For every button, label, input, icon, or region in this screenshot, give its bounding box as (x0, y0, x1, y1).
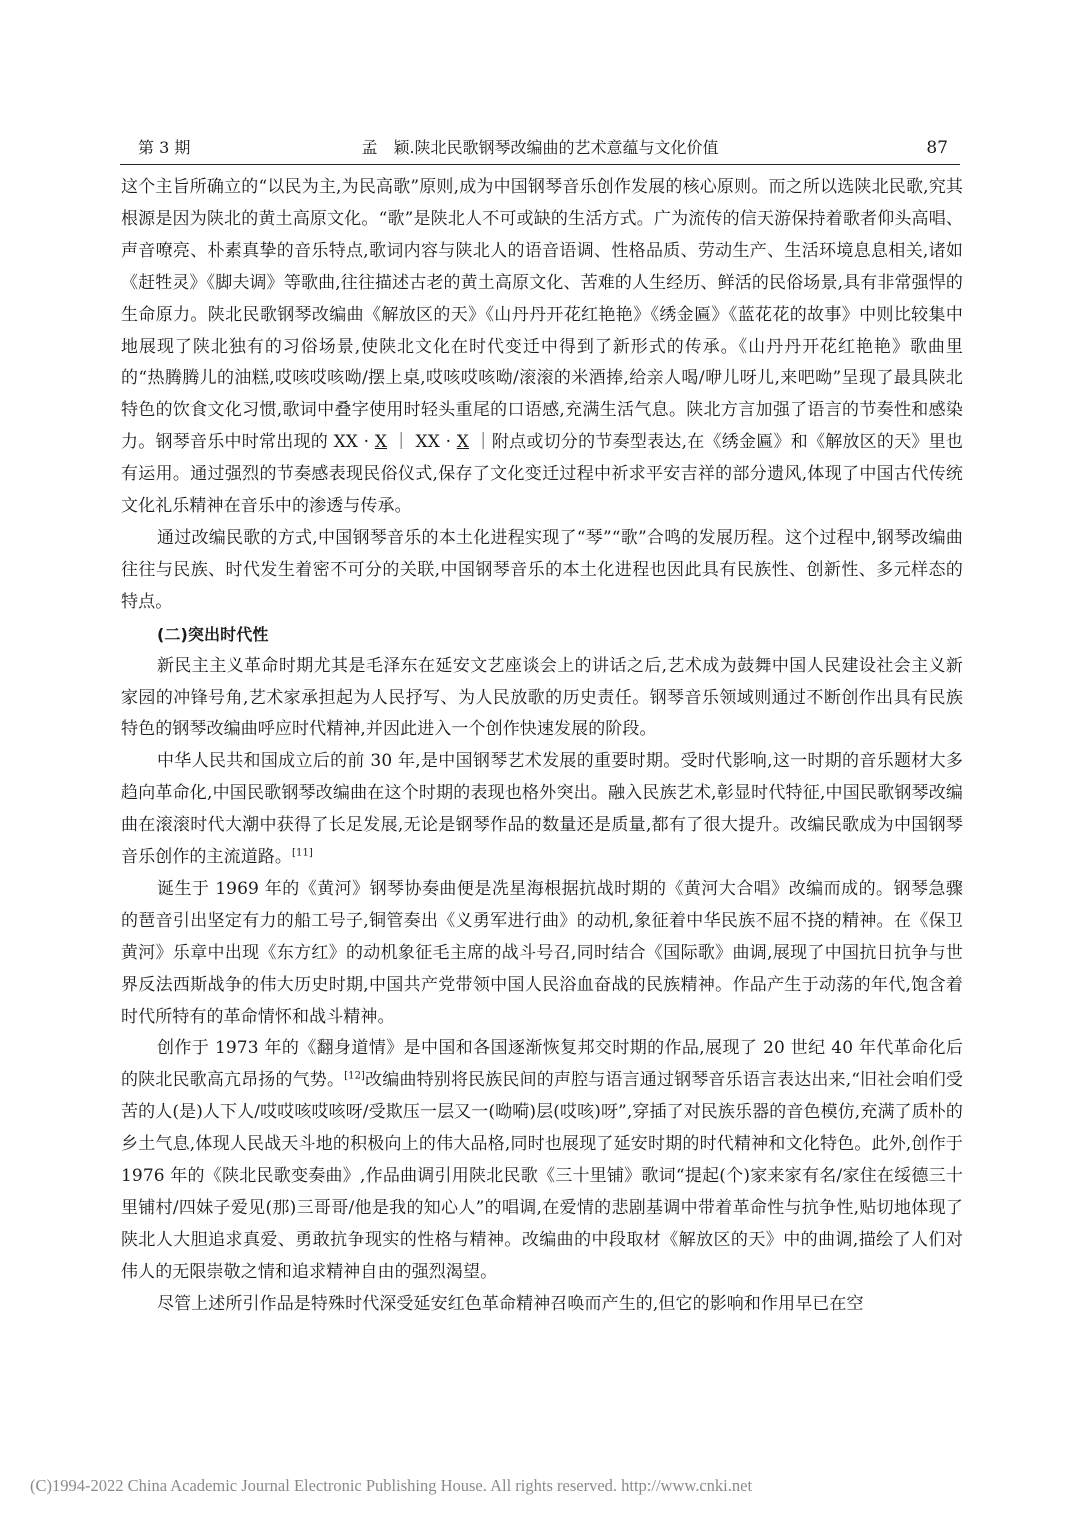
rhythm-note: X (374, 432, 388, 453)
paragraph-text: ｜ XX · (387, 432, 457, 453)
header-rule (120, 164, 960, 165)
paragraph: 通过改编民歌的方式,中国钢琴音乐的本土化进程实现了“琴”“歌”合鸣的发展历程。这个过程中,钢琴改编曲往往与民族、时代发生着密不可分的关联,中国钢琴音乐的本土化进程也因此具有民族性、创新性、多元样态的特点。 (121, 527, 963, 612)
paragraph: 诞生于 1969 年的《黄河》钢琴协奏曲便是冼星海根据抗战时期的《黄河大合唱》改编而成的。钢琴急骤的琶音引出坚定有力的船工号子,铜管奏出《义勇军进行曲》的动机,象征着中华民族不屈不挠的精神。在《保卫黄河》乐章中出现《东方红》的动机象征毛主席的战斗号召,同时结合《国际歌》曲调,展现了中国抗日抗争与世界反法西斯战争的伟大历史时期,中国共产党带领中国人民浴血奋战的民族精神。作品产生于动荡的年代,饱含着时代所特有的革命情怀和战斗精神。 (121, 878, 963, 1027)
issue-number: 第 3 期 (138, 138, 191, 157)
paragraph: 新民主主义革命时期尤其是毛泽东在延安文艺座谈会上的讲话之后,艺术成为鼓舞中国人民建设社会主义新家园的冲锋号角,艺术家承担起为人民抒写、为人民放歌的历史责任。钢琴音乐领域则通过不断创作出具有民族特色的钢琴改编曲呼应时代精神,并因此进入一个创作快速发展的阶段。 (121, 655, 963, 740)
paragraph-text: 改编曲特别将民族民间的声腔与语言通过钢琴音乐语言表达出来,“旧社会咱们受苦的人(是)人下人/哎哎咳哎咳呀/受欺压一层又一(呦嗬)层(哎咳)呀”,穿插了对民族乐器的音色模仿,充满了质朴的乡土气息,体现人民战天斗地的积极向上的伟大品格,同时也展现了延安时期的时代精神和文化特色。此外,创作于 1976 年的《陕北民歌变奏曲》,作品曲调引用陕北民歌《三十里铺》歌词“提起(个)家来家有名/家住在绥德三十里铺村/四妹子爱见(那)三哥哥/他是我的知心人”的唱调,在爱情的悲剧基调中带着革命性与抗争性,贴切地体现了陕北人大胆追求真爱、勇敢抗争现实的性格与精神。改编曲的中段取材《解放区的天》中的曲调,描绘了人们对伟人的无限崇敬之情和追求精神自由的强烈渴望。 (121, 1070, 963, 1282)
citation-12: [12] (344, 1070, 366, 1082)
paragraph (121, 746, 963, 874)
rhythm-note: X (456, 432, 469, 453)
paragraph-text: 创作于 1973 年的《翻身道情》是中国和各国逐渐恢复邦交时期的作品,展现了 20 世纪 40 年代革命化后的陕北民歌高亢昂扬的气势。 (121, 1038, 963, 1091)
paragraph-text: 这个主旨所确立的“以民为主,为民高歌”原则,成为中国钢琴音乐创作发展的核心原则。而之所以选陕北民歌,究其根源是因为陕北的黄土高原文化。“歌”是陕北人不可或缺的生活方式。广为流传的信天游保持着歌者仰头高唱、声音嘹亮、朴素真挚的音乐特点,歌词内容与陕北人的语音语调、性格品质、劳动生产、生活环境息息相关,诸如《赶牲灵》《脚夫调》等歌曲,往往描述古老的黄土高原文化、苦难的人生经历、鲜活的民俗场景,具有非常强悍的生命原力。陕北民歌钢琴改编曲《解放区的天》《山丹丹开花红艳艳》《绣金匾》《蓝花花的故事》中则比较集中地展现了陕北独有的习俗场景,使陕北文化在时代变迁中得到了新形式的传承。《山丹丹开花红艳艳》歌曲里的“热腾腾儿的油糕,哎咳哎咳呦/摆上桌,哎咳哎咳呦/滚滚的米酒捧,给亲人喝/咿儿呀儿,来吧呦”呈现了最具陕北特色的饮食文化习惯,歌词中叠字使用时轻头重尾的口语感,充满生活气息。陕北方言加强了语言的节奏性和感染力。钢琴音乐中时常出现的 XX · (121, 177, 963, 453)
running-header (120, 136, 960, 160)
article-body (121, 172, 963, 1321)
copyright-footer: (C)1994-2022 China Academic Journal Electronic Publishing House. All rights reserved. http://www.cnki.net (30, 1476, 753, 1495)
page-number: 87 (926, 138, 948, 158)
running-title: 孟 颖.陕北民歌钢琴改编曲的艺术意蕴与文化价值 (361, 138, 719, 157)
paragraph-text: ｜附点或切分的节奏型表达,在《绣金匾》和《解放区的天》里也有运用。通过强烈的节奏感表现民俗仪式,保存了文化变迁过程中祈求平安吉祥的部分遗风,体现了中国古代传统文化礼乐精神在音乐中的渗透与传承。 (121, 432, 964, 517)
paragraph-text: 中华人民共和国成立后的前 30 年,是中国钢琴艺术发展的重要时期。受时代影响,这一时期的音乐题材大多趋向革命化,中国民歌钢琴改编曲在这个时期的表现也格外突出。融入民族艺术,彰显时代特征,中国民歌钢琴改编曲在滚滚时代大潮中获得了长足发展,无论是钢琴作品的数量还是质量,都有了很大提升。改编民歌成为中国钢琴音乐创作的主流道路。 (121, 751, 963, 868)
citation-11: [11] (292, 847, 313, 859)
paragraph-continued (121, 172, 963, 523)
paragraph (121, 1033, 963, 1288)
paragraph: 尽管上述所引作品是特殊时代深受延安红色革命精神召唤而产生的,但它的影响和作用早已在空 (157, 1293, 864, 1314)
section-heading: (二)突出时代性 (157, 624, 269, 644)
